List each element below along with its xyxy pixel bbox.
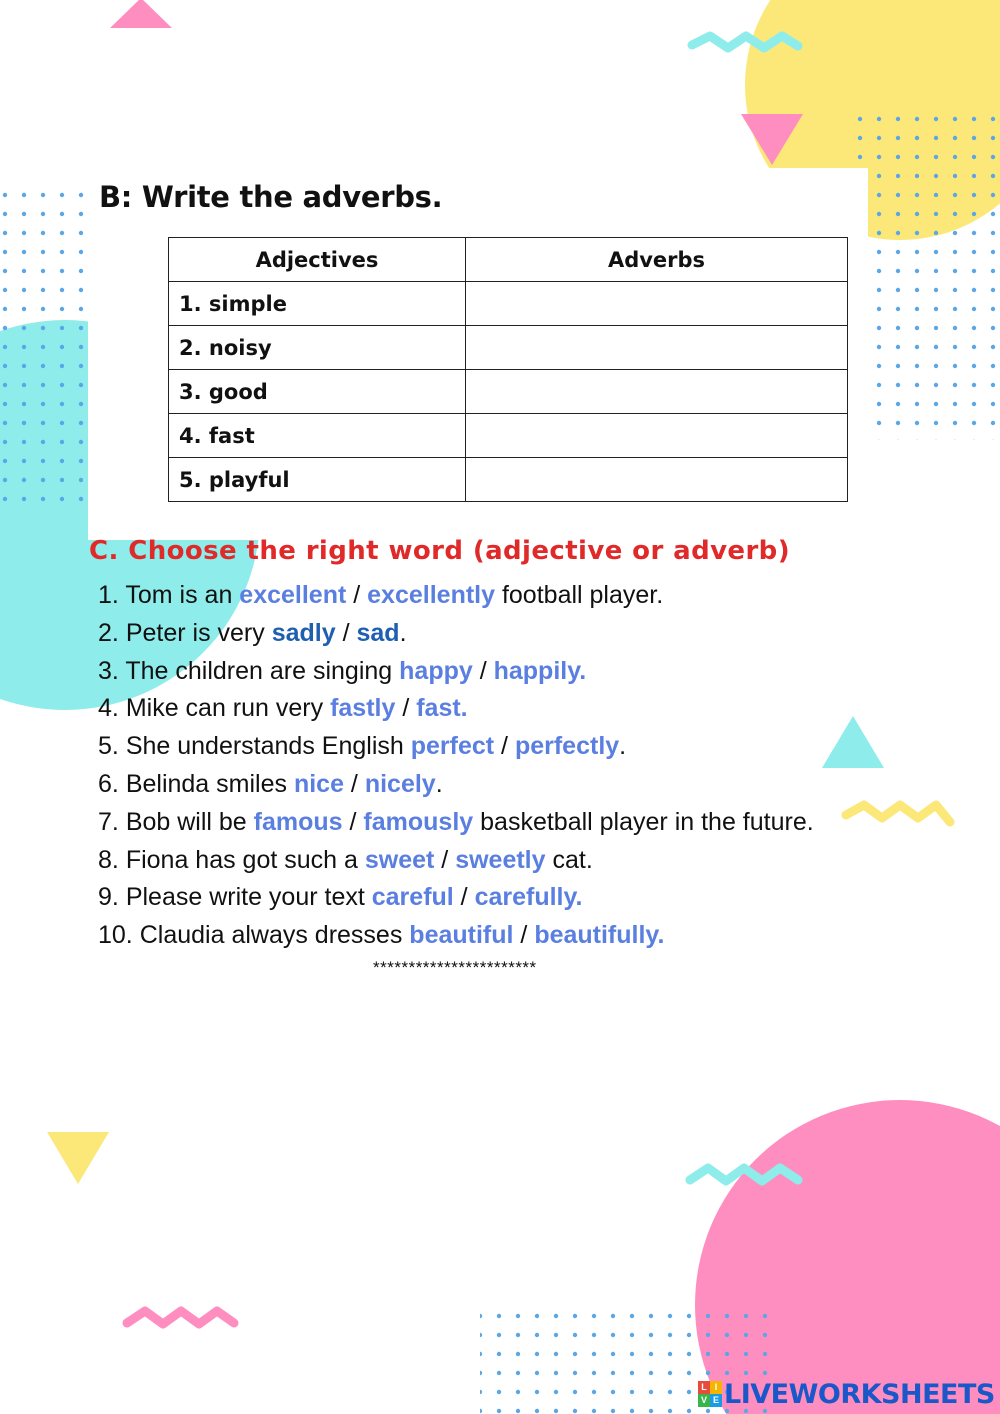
question-item	[98, 690, 814, 728]
section-b-title: B: Write the adverbs.	[99, 180, 443, 214]
option-2[interactable]: carefully.	[474, 883, 583, 912]
question-number: 7.	[98, 807, 119, 836]
adverb-answer-cell[interactable]	[466, 370, 848, 414]
option-2[interactable]: beautifully.	[534, 921, 665, 950]
question-number: 9.	[98, 883, 119, 912]
logo-letter-l: L	[698, 1381, 710, 1394]
liveworksheets-logo	[698, 1376, 995, 1412]
pink-zigzag-bottom	[127, 1311, 234, 1324]
option-1[interactable]: excellent	[239, 581, 347, 609]
option-2[interactable]: sad	[356, 618, 400, 647]
option-1[interactable]: perfect	[410, 732, 495, 761]
question-text-end: .	[435, 769, 443, 798]
option-2[interactable]: fast.	[416, 694, 468, 723]
question-text-end: .	[619, 732, 627, 761]
question-text-end: .	[399, 618, 407, 647]
question-text: Tom is an	[125, 581, 240, 609]
question-item	[98, 577, 814, 615]
option-1[interactable]: sweet	[364, 845, 435, 874]
table-row	[169, 326, 848, 370]
question-item	[98, 615, 814, 653]
table-row	[169, 370, 848, 414]
option-separator: /	[434, 845, 456, 874]
question-number: 10.	[98, 921, 133, 950]
separator-stars: ***********************	[373, 958, 537, 977]
table-row	[169, 282, 848, 326]
option-separator: /	[453, 883, 475, 912]
option-separator: /	[472, 656, 494, 685]
dot-pattern-top-right	[850, 110, 1000, 440]
question-text: The children are singing	[125, 656, 400, 685]
adjective-cell: 4. fast	[169, 414, 466, 458]
question-number: 1.	[98, 581, 119, 609]
adjective-cell: 3. good	[169, 370, 466, 414]
question-text: Mike can run very	[125, 694, 331, 723]
question-item	[98, 728, 814, 766]
adverbs-table	[168, 237, 848, 502]
logo-letter-e: E	[710, 1394, 722, 1407]
dot-pattern-left	[0, 180, 98, 510]
section-c-title: C. Choose the right word (adjective or adverb)	[89, 536, 790, 566]
adverb-answer-cell[interactable]	[466, 414, 848, 458]
option-1[interactable]: famous	[253, 807, 343, 836]
table-row	[169, 414, 848, 458]
question-number: 6.	[98, 769, 119, 798]
question-text-end: basketball player in the future.	[473, 807, 814, 836]
question-text: Bob will be	[125, 807, 254, 836]
option-separator: /	[343, 769, 365, 798]
question-number: 3.	[98, 656, 119, 685]
question-item	[98, 917, 814, 955]
option-2[interactable]: excellently	[367, 581, 496, 609]
option-separator: /	[395, 694, 417, 723]
option-1[interactable]: careful	[371, 883, 454, 912]
table-row	[169, 458, 848, 502]
yellow-zigzag-right	[846, 805, 950, 822]
option-2[interactable]: famously	[363, 807, 474, 836]
question-item	[98, 653, 814, 691]
option-separator: /	[346, 581, 368, 609]
question-item	[98, 879, 814, 917]
question-text: Claudia always dresses	[139, 921, 410, 950]
option-2[interactable]: perfectly	[514, 732, 620, 761]
option-1[interactable]: sadly	[271, 618, 336, 647]
question-text: Fiona has got such a	[125, 845, 365, 874]
adverb-answer-cell[interactable]	[466, 326, 848, 370]
option-1[interactable]: beautiful	[409, 921, 514, 950]
adjective-cell: 1. simple	[169, 282, 466, 326]
question-number: 4.	[98, 694, 119, 723]
question-item	[98, 842, 814, 880]
pink-triangle-top	[110, 0, 172, 28]
question-text-end: football player.	[495, 581, 664, 609]
question-list	[98, 577, 814, 955]
option-1[interactable]: nice	[293, 769, 344, 798]
option-separator: /	[513, 921, 535, 950]
option-1[interactable]: fastly	[330, 694, 396, 723]
adjective-cell: 5. playful	[169, 458, 466, 502]
logo-letter-v: V	[698, 1394, 710, 1407]
question-number: 2.	[98, 618, 119, 647]
option-2[interactable]: nicely	[364, 769, 436, 798]
question-text: Please write your text	[125, 883, 372, 912]
question-item	[98, 804, 814, 842]
option-2[interactable]: happily.	[493, 656, 587, 685]
adverb-answer-cell[interactable]	[466, 282, 848, 326]
cyan-triangle-right	[822, 716, 884, 768]
question-text: Peter is very	[125, 618, 272, 647]
adjective-cell: 2. noisy	[169, 326, 466, 370]
adjectives-header: Adjectives	[169, 238, 466, 282]
logo-letter-i: I	[710, 1381, 722, 1394]
yellow-triangle-left	[47, 1132, 109, 1184]
option-separator: /	[335, 618, 357, 647]
question-text: Belinda smiles	[125, 769, 294, 798]
liveworksheets-logo-icon	[698, 1381, 722, 1407]
table-header-row	[169, 238, 848, 282]
liveworksheets-brand-name: LIVEWORKSHEETS	[724, 1378, 995, 1410]
option-separator: /	[342, 807, 364, 836]
adverb-answer-cell[interactable]	[466, 458, 848, 502]
question-number: 8.	[98, 845, 119, 874]
adverbs-header: Adverbs	[466, 238, 848, 282]
option-2[interactable]: sweetly	[455, 845, 546, 874]
question-text: She understands English	[125, 732, 411, 761]
question-item	[98, 766, 814, 804]
question-text-end: cat.	[545, 845, 593, 874]
option-separator: /	[494, 732, 515, 761]
option-1[interactable]: happy	[399, 656, 473, 685]
question-number: 5.	[98, 732, 119, 761]
